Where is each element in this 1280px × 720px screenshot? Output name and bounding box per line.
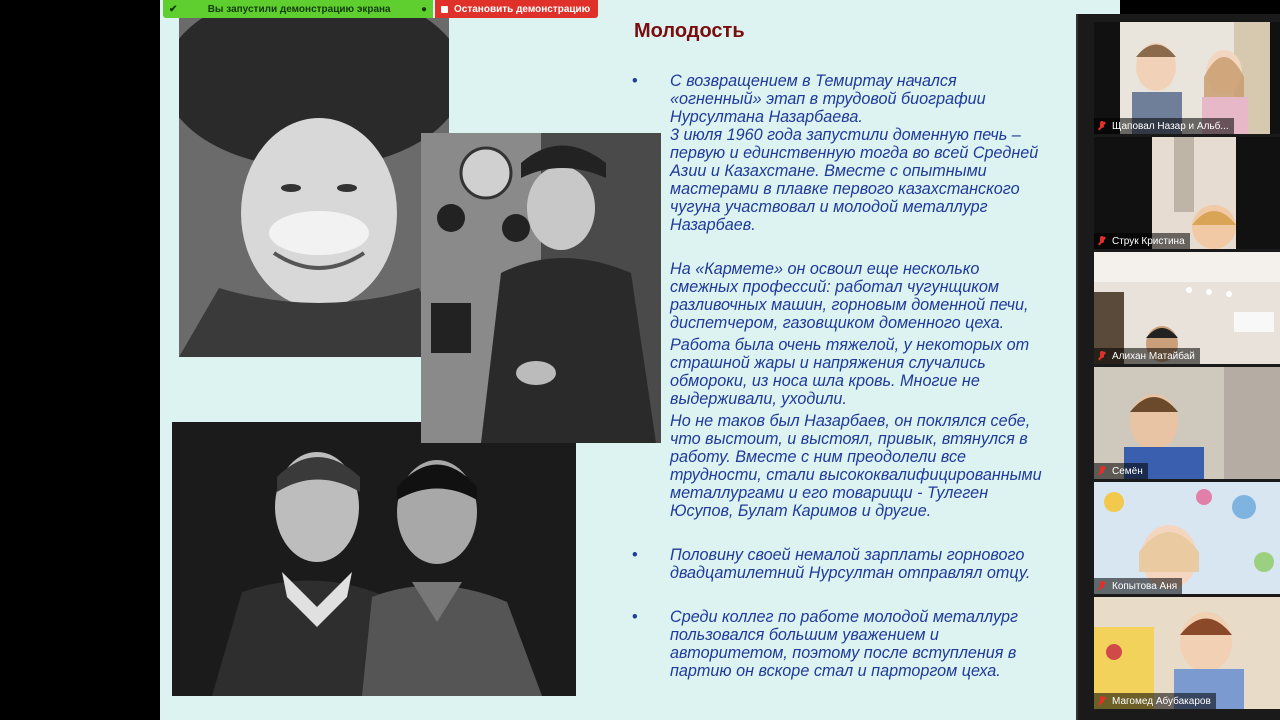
share-status-pill[interactable]	[163, 0, 433, 18]
share-status-icon: ✔	[169, 3, 178, 15]
mic-muted-icon	[1098, 581, 1106, 591]
screen-share-banner	[163, 0, 598, 18]
mic-muted-icon	[1098, 121, 1106, 131]
participant-tile[interactable]	[1094, 22, 1280, 134]
share-status-label: Вы запустили демонстрацию экрана	[207, 3, 391, 15]
paragraph-perseverance: Но не таков был Назарбаев, он поклялся себе, что выстоит, и выстоял, привык, втянулся в работу. Вместе с ним преодолели все трудности, стали высококвалифицированными металлургами и его товарищи - Тулеген Юсупов, Булат Каримов и другие.	[670, 412, 1042, 520]
stop-share-button[interactable]	[435, 0, 598, 18]
mic-muted-icon	[1098, 696, 1106, 706]
participant-tile[interactable]	[1094, 137, 1280, 249]
participant-name-label: Алихан Матайбай	[1094, 348, 1200, 364]
shield-icon: ●	[420, 3, 427, 15]
participant-tile[interactable]	[1094, 367, 1280, 479]
slide-title: Молодость	[634, 20, 745, 42]
paragraph-party-organizer: • Среди коллег по работе молодой металлург пользовался большим уважением и авторитетом, поэтому после вступления в партию он вскоре стал и парторгом цеха.	[632, 608, 1019, 680]
bullet-marker: •	[632, 546, 638, 564]
participant-name-label: Щаповал Назар и Альб...	[1094, 118, 1234, 134]
bullet-marker: •	[632, 72, 638, 90]
participant-name-label: Магомед Абубакаров	[1094, 693, 1216, 709]
paragraph-hard-work: Работа была очень тяжелой, у некоторых от страшной жары и напряжения случались обмороки, из носа шла кровь. Многие не выдерживали, уходили.	[670, 336, 1030, 408]
paragraph-salary: • Половину своей немалой зарплаты горнового двадцатилетний Нурсултан отправлял отцу.	[632, 546, 1031, 582]
participant-video-strip[interactable]	[1076, 14, 1280, 720]
photo-worker-panel	[421, 133, 661, 443]
participant-tile[interactable]	[1094, 482, 1280, 594]
photo-two-men	[172, 422, 576, 696]
participant-name-label: Струк Кристина	[1094, 233, 1190, 249]
slide-body-text	[632, 72, 1120, 680]
mic-muted-icon	[1098, 236, 1106, 246]
photo-portrait-hat	[179, 18, 449, 357]
paragraph-return-temirtau: • С возвращением в Темиртау начался «огненный» этап в трудовой биографии Нурсултана Назарбаева.	[632, 72, 986, 126]
presentation-slide	[160, 0, 1120, 720]
mic-muted-icon	[1098, 466, 1106, 476]
participant-tile[interactable]	[1094, 252, 1280, 364]
paragraph-blast-furnace: 3 июля 1960 года запустили доменную печь – первую и единственную тогда во всей Средней Азии и Казахстане. Вместе с опытными мастерами в плавке первого казахстанского чугуна участвовал и молодой металлург Назарбаев.	[670, 126, 1039, 234]
paragraph-karmet-professions: На «Карметe» он освоил еще несколько смежных профессий: работал чугунщиком разливочных машин, горновым доменной печи, диспетчером, газовщиком доменного цеха.	[670, 260, 1029, 332]
participant-name-label: Семён	[1094, 463, 1148, 479]
mic-muted-icon	[1098, 351, 1106, 361]
stop-icon	[441, 6, 448, 13]
participant-name-label: Копытова Аня	[1094, 578, 1182, 594]
bullet-marker: •	[632, 608, 638, 626]
participant-tile[interactable]	[1094, 597, 1280, 709]
stop-share-label: Остановить демонстрацию	[454, 3, 591, 15]
